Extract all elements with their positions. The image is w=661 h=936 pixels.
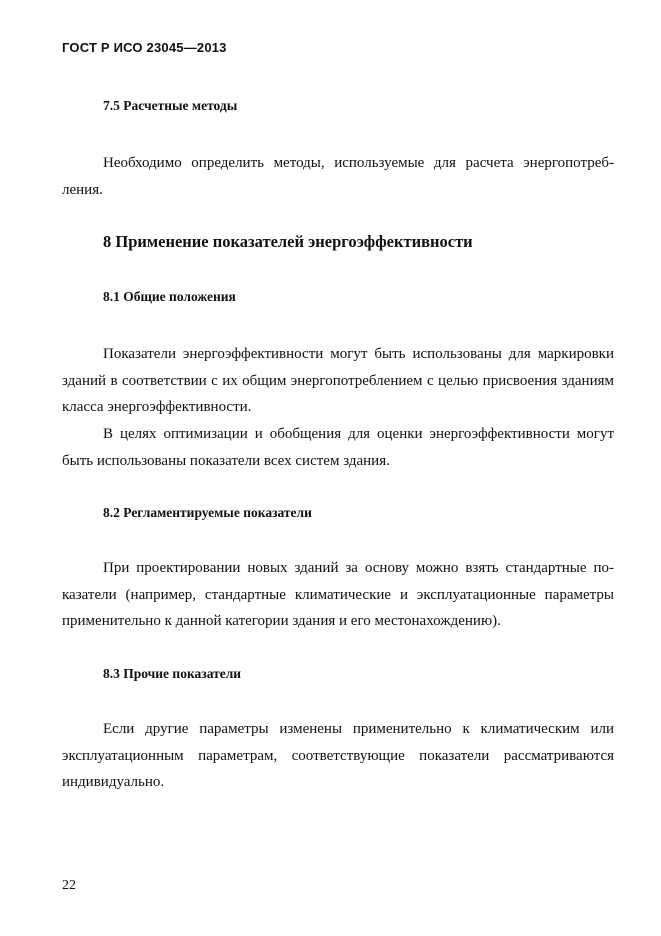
section-8-3-paragraph: Если другие параметры изменены применительно к климатическим или эксплуатационным параметрам, соответствующие показатели рассматриваются индивидуально.	[62, 721, 614, 790]
section-8-1-paragraph-2: В целях оптимизации и обобщения для оценки энергоэффективности могут быть использованы показатели всех систем здания.	[62, 426, 614, 469]
section-8-1-title: 8.1 Общие положения	[103, 289, 236, 304]
section-8-3-title: 8.3 Прочие показатели	[103, 666, 242, 681]
section-8-2-paragraph: При проектировании новых зданий за основу можно взять стандартные показатели (например, стандартные климатические и эксплуатационные параметры применительно к данной категории здания и его местонахождению).	[62, 560, 614, 629]
section-7-5-paragraph: Необходимо определить методы, используемые для расчета энергопотребления.	[62, 155, 614, 198]
section-8-2-title: 8.2 Регламентируемые показатели	[103, 505, 312, 520]
section-8-1-paragraph-1: Показатели энергоэффективности могут быть использованы для маркировки зданий в соответствии с их общим энергопотреблением с целью присвоения зданиям класса энергоэффективности.	[62, 346, 614, 415]
section-7-5-title: 7.5 Расчетные методы	[103, 98, 238, 113]
section-8-title: 8 Применение показателей энергоэффективности	[103, 232, 473, 251]
document-header: ГОСТ Р ИСО 23045—2013	[62, 40, 227, 55]
page-number: 22	[62, 878, 76, 893]
